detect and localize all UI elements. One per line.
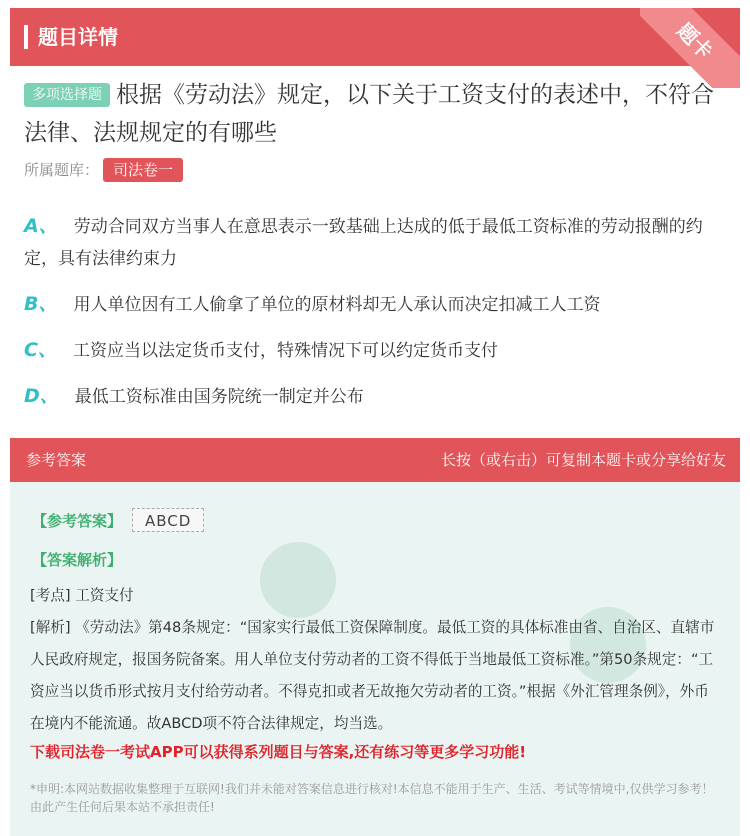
analysis-body — [30, 580, 720, 740]
corner-ribbon-label: 题卡 — [640, 8, 740, 88]
option-a[interactable] — [24, 210, 724, 275]
answer-header — [10, 438, 740, 482]
option-letter: B、 — [24, 293, 58, 315]
answer-header-label: 参考答案 — [26, 451, 87, 469]
share-hint: 长按（或右击）可复制本题卡或分享给好友 — [440, 451, 726, 469]
question-bank-label: 所属题库： — [24, 161, 100, 179]
title-bar — [10, 8, 740, 66]
option-text: 工资应当以法定货币支付，特殊情况下可以约定货币支付 — [72, 341, 498, 361]
option-letter: C、 — [24, 339, 57, 361]
analysis-point: [考点] 工资支付 — [30, 587, 134, 604]
option-b[interactable] — [24, 288, 724, 321]
question-bank-tag[interactable]: 司法卷一 — [103, 158, 183, 182]
option-c[interactable] — [24, 334, 724, 367]
option-text: 最低工资标准由国务院统一制定并公布 — [74, 387, 364, 407]
answer-panel — [10, 482, 740, 836]
analysis-tag: 【答案解析】 — [32, 551, 123, 569]
option-text: 劳动合同双方当事人在意思表示一致基础上达成的低于最低工资标准的劳动报酬的约定，具有法律约束力 — [24, 217, 703, 269]
analysis-text: [解析] 《劳动法》第48条规定：“国家实行最低工资保障制度。最低工资的具体标准由省、自治区、直辖市人民政府规定，报国务院备案。用人单位支付劳动者的工资不得低于当地最低工资标准。”第50条规定：“工资应当以货币形式按月支付给劳动者。不得克扣或者无故拖欠劳动者的工资。”根据《外汇管理条例》，外币在境内不能流通。故ABCD项不符合法律规定，均当选。 — [30, 619, 715, 732]
page-title: 题目详情 — [38, 25, 118, 49]
app-promo-link[interactable]: 下载司法卷一考试APP可以获得系列题目与答案,还有练习等更多学习功能! — [30, 743, 527, 761]
option-d[interactable] — [24, 380, 724, 413]
option-letter: D、 — [24, 385, 59, 407]
question-text — [24, 76, 724, 152]
answer-tag: 【参考答案】 — [32, 512, 123, 530]
option-list — [24, 210, 724, 426]
option-letter: A、 — [24, 215, 58, 237]
question-stem: 根据《劳动法》规定，以下关于工资支付的表述中，不符合法律、法规规定的有哪些 — [24, 82, 714, 146]
option-text: 用人单位因有工人偷拿了单位的原材料却无人承认而决定扣减工人工资 — [73, 295, 601, 315]
disclaimer: *申明:本网站数据收集整理于互联网!我们并未能对答案信息进行核对!本信息不能用于生产、生活、考试等情境中,仅供学习参考！由此产生任何后果本站不承担责任! — [30, 782, 714, 814]
question-type-badge: 多项选择题 — [24, 83, 110, 107]
answer-value[interactable]: ABCD — [132, 508, 204, 532]
answer-row — [32, 508, 204, 533]
question-bank — [24, 158, 183, 182]
title-accent-bar — [24, 25, 28, 49]
